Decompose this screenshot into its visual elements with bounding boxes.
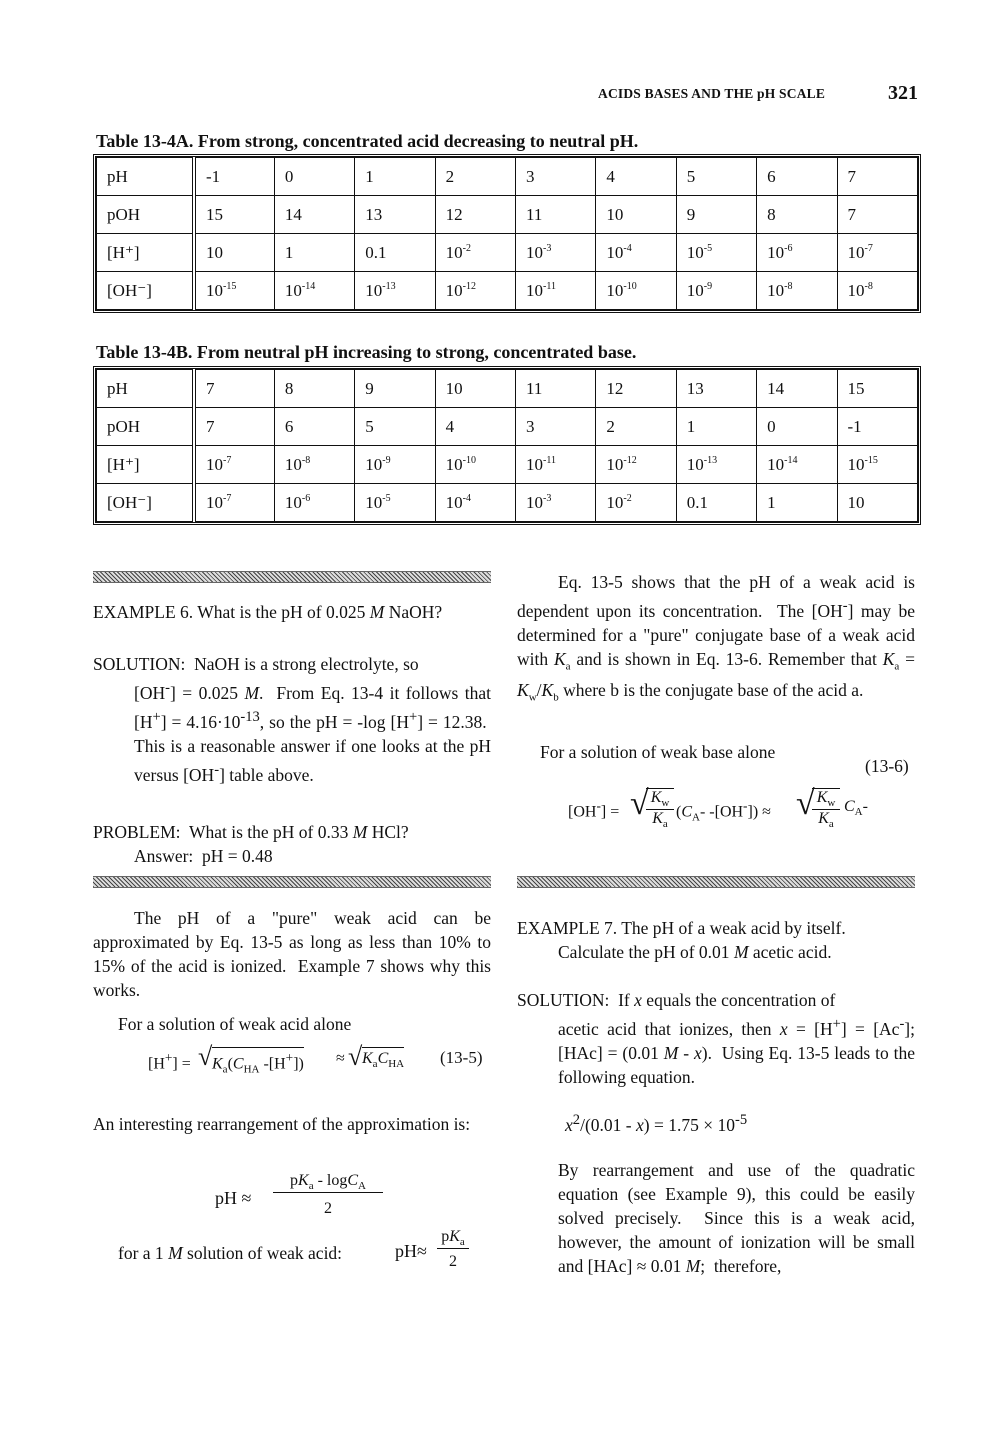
table-cell: $10^{-5}$ <box>355 484 435 522</box>
table-cell: 2 <box>435 158 515 196</box>
table-cell: 7 <box>837 196 918 234</box>
table-a <box>93 154 921 313</box>
table-cell: 6 <box>757 158 837 196</box>
table-cell: -1 <box>837 408 918 446</box>
table-cell: 10 <box>194 234 274 272</box>
table-a-row <box>97 272 918 310</box>
table-cell: $10^{-8}$ <box>757 272 837 310</box>
table-cell: 12 <box>596 370 676 408</box>
table-cell: 7 <box>837 158 918 196</box>
equation-13-5: [H+] = √ $K_a(C_{HA}$ -[H+]) ≈ √ $K_aC_{HA}$ (13-5) <box>148 1042 483 1076</box>
table-cell: $10^{-4}$ <box>435 484 515 522</box>
equation-13-5-label: (13-5) <box>440 1048 483 1067</box>
table-cell: $10^{-2}$ <box>596 484 676 522</box>
table-cell: 0.1 <box>676 484 756 522</box>
example7-equation: $x^2/(0.01 - x) = 1.75 \times 10^{-5}$ <box>565 1112 748 1135</box>
table-cell: 1 <box>676 408 756 446</box>
table-cell: $10^{-13}$ <box>676 446 756 484</box>
ph-one-molar-formula: pH≈ $pK_a$ 2 <box>395 1228 475 1278</box>
table-cell: 11 <box>516 196 596 234</box>
equation-13-6-label: (13-6) <box>865 756 909 776</box>
table-b-caption: Table 13-4B. From neutral pH increasing to strong, concentrated base. <box>96 342 637 362</box>
table-cell: 9 <box>676 196 756 234</box>
table-cell: 5 <box>355 408 435 446</box>
row-header: [H⁺] <box>97 234 195 272</box>
table-cell: 14 <box>274 196 354 234</box>
table-cell: $10^{-11}$ <box>516 446 596 484</box>
table-cell: 7 <box>194 408 274 446</box>
page-number: 321 <box>888 82 918 104</box>
table-cell: 5 <box>676 158 756 196</box>
ph-approximation-formula: pH ≈ $pK_a - \log C_A$ 2 <box>215 1172 385 1230</box>
table-cell: 9 <box>355 370 435 408</box>
table-cell: 0.1 <box>355 234 435 272</box>
problem: PROBLEM: What is the pH of 0.33 M HCl? Answer: pH = 0.48 <box>93 822 409 866</box>
table-cell: $10^{-5}$ <box>676 234 756 272</box>
table-b-row <box>97 484 918 522</box>
table-cell: 14 <box>757 370 837 408</box>
table-cell: $10^{-9}$ <box>355 446 435 484</box>
table-a-caption: Table 13-4A. From strong, concentrated acid decreasing to neutral pH. <box>96 131 639 151</box>
example7-divider <box>517 876 915 888</box>
table-cell: 13 <box>676 370 756 408</box>
table-cell: 3 <box>516 158 596 196</box>
table-cell: 6 <box>274 408 354 446</box>
table-cell: 0 <box>757 408 837 446</box>
row-header: pH <box>97 370 195 408</box>
table-b-row <box>97 446 918 484</box>
table-cell: $10^{-13}$ <box>355 272 435 310</box>
row-header: pOH <box>97 408 195 446</box>
table-cell: $10^{-3}$ <box>516 484 596 522</box>
row-header: [OH⁻] <box>97 484 195 522</box>
table-cell: $10^{-11}$ <box>516 272 596 310</box>
table-cell: 10 <box>435 370 515 408</box>
running-head: ACIDS BASES AND THE pH SCALE <box>598 86 826 101</box>
table-cell: $10^{-3}$ <box>516 234 596 272</box>
table-cell: 7 <box>194 370 274 408</box>
table-cell: $10^{-10}$ <box>435 446 515 484</box>
table-cell: $10^{-2}$ <box>435 234 515 272</box>
table-b-row <box>97 370 918 408</box>
rearrange-text: An interesting rearrangement of the approximation is: <box>93 1114 471 1134</box>
table-cell: 0 <box>274 158 354 196</box>
row-header: [H⁺] <box>97 446 195 484</box>
table-cell: $10^{-9}$ <box>676 272 756 310</box>
table-cell: $10^{-6}$ <box>757 234 837 272</box>
weak-acid-paragraph: The pH of a "pure" weak acid can be approximated by Eq. 13-5 as long as less than 10% to 15% of the acid is ionized. Example 7 shows why this works. <box>93 908 491 1000</box>
table-cell: $10^{-8}$ <box>837 272 918 310</box>
page-header <box>598 84 918 108</box>
table-cell: 10 <box>596 196 676 234</box>
table-cell: 8 <box>757 196 837 234</box>
table-cell: $10^{-7}$ <box>837 234 918 272</box>
table-cell: 15 <box>837 370 918 408</box>
table-cell: 10 <box>837 484 918 522</box>
table-cell: 12 <box>435 196 515 234</box>
weak-base-intro: For a solution of weak base alone <box>540 742 776 762</box>
table-cell: $10^{-6}$ <box>274 484 354 522</box>
table-cell: $10^{-12}$ <box>435 272 515 310</box>
table-cell: 2 <box>596 408 676 446</box>
table-cell: 15 <box>194 196 274 234</box>
table-cell: $10^{-14}$ <box>274 272 354 310</box>
example7-solution: SOLUTION: If x equals the concentration of acetic acid that ionizes, then x = [H+] = [Ac-]; [HAc] = (0.01 M - x). Using Eq. 13-5 leads to the following equation. <box>517 990 916 1087</box>
table-b <box>93 366 921 525</box>
table-cell: $10^{-7}$ <box>194 484 274 522</box>
example-divider-bottom <box>93 876 491 888</box>
example7-header: EXAMPLE 7. The pH of a weak acid by itself. Calculate the pH of 0.01 M acetic acid. <box>517 916 917 964</box>
table-cell: $10^{-7}$ <box>194 446 274 484</box>
table-cell: 1 <box>274 234 354 272</box>
table-cell: 13 <box>355 196 435 234</box>
table-b-row <box>97 408 918 446</box>
one-molar-text: for a 1 M solution of weak acid: <box>118 1243 343 1263</box>
weak-acid-intro: For a solution of weak acid alone <box>118 1014 352 1034</box>
example6-solution: SOLUTION: NaOH is a strong electrolyte, so [OH-] = 0.025 M. From Eq. 13-4 it follows that $[H^+] = 4.16\cdot 10^{-13}$, so the pH = -log [H+] = 12.38. This is a reasonable answer if one looks at the pH versus [OH-] table above. <box>93 654 492 785</box>
example6-question: EXAMPLE 6. What is the pH of 0.025 M NaOH? <box>93 602 443 622</box>
row-header: [OH⁻] <box>97 272 195 310</box>
table-cell: 1 <box>757 484 837 522</box>
table-cell: 4 <box>596 158 676 196</box>
right-intro-paragraph: Eq. 13-5 shows that the pH of a weak acid is dependent upon its concentration. The [OH-] may be determined for a "pure" conjugate base of a weak acid with $K_a$ and is shown in Eq. 13-6. Remember that $K_a = K_w/K_b$ where b is the conjugate base of the acid a. <box>517 572 915 704</box>
table-a-row <box>97 196 918 234</box>
table-a-row <box>97 234 918 272</box>
table-cell: 8 <box>274 370 354 408</box>
table-cell: $10^{-8}$ <box>274 446 354 484</box>
table-cell: $10^{-14}$ <box>757 446 837 484</box>
table-cell: 1 <box>355 158 435 196</box>
table-cell: $10^{-4}$ <box>596 234 676 272</box>
example-divider-top <box>93 571 491 583</box>
table-cell: $10^{-12}$ <box>596 446 676 484</box>
row-header: pOH <box>97 196 195 234</box>
table-cell: 4 <box>435 408 515 446</box>
table-cell: 3 <box>516 408 596 446</box>
table-cell: 11 <box>516 370 596 408</box>
row-header: pH <box>97 158 195 196</box>
table-a-row <box>97 158 918 196</box>
table-cell: -1 <box>194 158 274 196</box>
table-cell: $10^{-15}$ <box>837 446 918 484</box>
example7-title: EXAMPLE 7. The pH of a weak acid by itself. <box>517 918 846 938</box>
table-cell: $10^{-10}$ <box>596 272 676 310</box>
equation-13-6: [OH-] = √ $K_w$ $K_a$ ($C_A-$ -[OH-]) ≈ √ $K_w$ $K_a$ $C_A-$ <box>568 785 868 831</box>
example7-paragraph: By rearrangement and use of the quadratic equation (see Example 9), this could be easily solved precisely. Since this is a weak acid, however, the amount of ionization will be small and [HAc] ≈ 0.01 M; therefore, <box>558 1160 915 1276</box>
table-cell: $10^{-15}$ <box>194 272 274 310</box>
